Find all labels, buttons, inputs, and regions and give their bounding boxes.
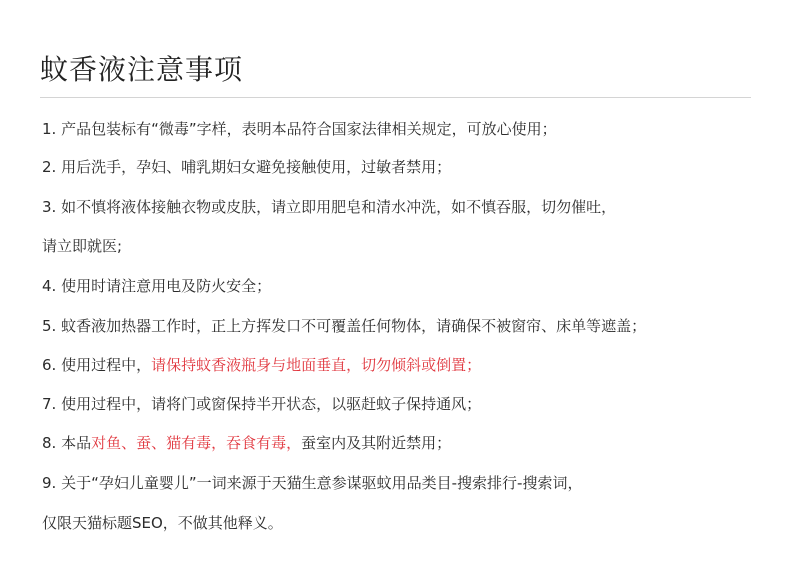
notice-item-9: 9. 关于“孕妇儿童婴儿”一词来源于天猫生意参谋驱蚊用品类目-搜索排行-搜索词， <box>42 474 583 492</box>
notice-item-2: 2. 用后洗手，孕妇、哺乳期妇女避免接触使用，过敏者禁用； <box>42 158 452 176</box>
title-divider <box>40 97 751 98</box>
notice-item-5: 5. 蚊香液加热器工作时，正上方挥发口不可覆盖任何物体，请确保不被窗帘、床单等遮盖； <box>42 317 647 335</box>
notice-item-4: 4. 使用时请注意用电及防火安全； <box>42 277 272 295</box>
page-title: 蚊香液注意事项 <box>40 53 244 86</box>
notice-item-6 <box>42 354 481 376</box>
notice-item-6-warning: 请保持蚊香液瓶身与地面垂直，切勿倾斜或倒置； <box>151 356 482 374</box>
notice-item-8-warning: 对鱼、蚕、猫有毒，吞食有毒， <box>91 434 302 452</box>
notice-item-7: 7. 使用过程中，请将门或窗保持半开状态，以驱赶蚊子保持通风； <box>42 395 482 413</box>
notice-item-3-continuation: 请立即就医; <box>42 237 123 255</box>
notice-item-8 <box>42 432 451 454</box>
notice-item-9-continuation: 仅限天猫标题SEO，不做其他释义。 <box>42 514 283 532</box>
notice-item-8-suffix: 蚕室内及其附近禁用； <box>301 434 452 452</box>
notice-item-1: 1. 产品包装标有“微毒”字样，表明本品符合国家法律相关规定，可放心使用； <box>42 120 557 138</box>
notice-item-6-prefix: 6. 使用过程中， <box>42 356 152 374</box>
notice-item-3: 3. 如不慎将液体接触衣物或皮肤，请立即用肥皂和清水冲洗，如不慎吞服，切勿催吐， <box>42 198 617 216</box>
notice-item-8-prefix: 8. 本品 <box>42 434 92 452</box>
